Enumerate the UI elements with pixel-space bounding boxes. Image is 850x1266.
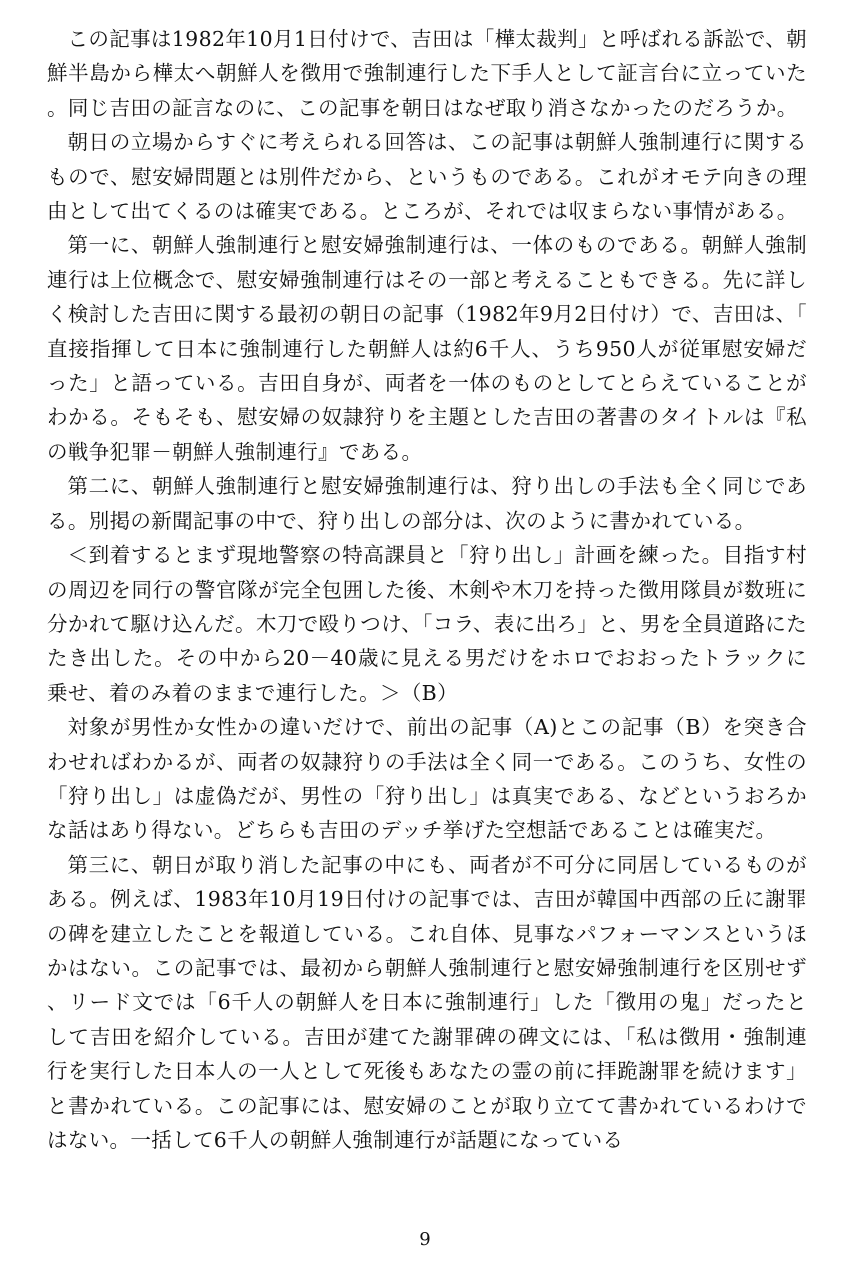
page-body bbox=[47, 22, 807, 1157]
page-number: 9 bbox=[419, 1229, 431, 1250]
paragraph-6: 対象が男性か女性かの違いだけで、前出の記事（A)とこの記事（B）を突き合わせればわかるが、両者の奴隷狩りの手法は全く同一である。このうち、女性の「狩り出し」は虚偽だが、男性の「狩り出し」は真実である、などというおろかな話はあり得ない。どちらも吉田のデッチ挙げた空想話であることは確実だ。 bbox=[47, 715, 807, 843]
paragraph-5-quote: ＜到着するとまず現地警察の特高課員と「狩り出し」計画を練った。目指す村の周辺を同行の警官隊が完全包囲した後、木剣や木刀を持った徴用隊員が数班に分かれて駆け込んだ。木刀で殴りつけ、「コラ、表に出ろ」と、男を全員道路にたたき出した。その中から20－40歳に見える男だけをホロでおおったトラックに乗せ、着のみ着のままで連行した。＞（B） bbox=[47, 543, 807, 705]
paragraph-3: 第一に、朝鮮人強制連行と慰安婦強制連行は、一体のものである。朝鮮人強制連行は上位概念で、慰安婦強制連行はその一部と考えることもできる。先に詳しく検討した吉田に関する最初の朝日の記事（1982年9月2日付け）で、吉田は、「直接指揮して日本に強制連行した朝鮮人は約6千人、うち950人が従軍慰安婦だった」と語っている。吉田自身が、両者を一体のものとしてとらえていることがわかる。そもそも、慰安婦の奴隷狩りを主題とした吉田の著書のタイトルは『私の戦争犯罪－朝鮮人強制連行』である。 bbox=[47, 233, 807, 464]
paragraph-1: この記事は1982年10月1日付けで、吉田は「樺太裁判」と呼ばれる訴訟で、朝鮮半島から樺太へ朝鮮人を徴用で強制連行した下手人として証言台に立っていた。同じ吉田の証言なのに、この記事を朝日はなぜ取り消さなかったのだろうか。 bbox=[47, 27, 807, 120]
paragraph-2: 朝日の立場からすぐに考えられる回答は、この記事は朝鮮人強制連行に関するもので、慰安婦問題とは別件だから、というものである。これがオモテ向きの理由として出てくるのは確実である。ところが、それでは収まらない事情がある。 bbox=[47, 130, 807, 224]
paragraph-7: 第三に、朝日が取り消した記事の中にも、両者が不可分に同居しているものがある。例えば、1983年10月19日付けの記事では、吉田が韓国中西部の丘に謝罪の碑を建立したことを報道している。これ自体、見事なパフォーマンスというほかはない。この記事では、最初から朝鮮人強制連行と慰安婦強制連行を区別せず、リード文では「6千人の朝鮮人を日本に強制連行」した「徴用の鬼」だったとして吉田を紹介している。吉田が建てた謝罪碑の碑文には、「私は徴用・強制連行を実行した日本人の一人として死後もあなたの霊の前に拝跪謝罪を続けます」と書かれている。この記事には、慰安婦のことが取り立てて書かれているわけではない。一括して6千人の朝鮮人強制連行が話題になっている bbox=[47, 852, 807, 1152]
paragraph-4: 第二に、朝鮮人強制連行と慰安婦強制連行は、狩り出しの手法も全く同じである。別掲の新聞記事の中で、狩り出しの部分は、次のように書かれている。 bbox=[47, 474, 807, 533]
